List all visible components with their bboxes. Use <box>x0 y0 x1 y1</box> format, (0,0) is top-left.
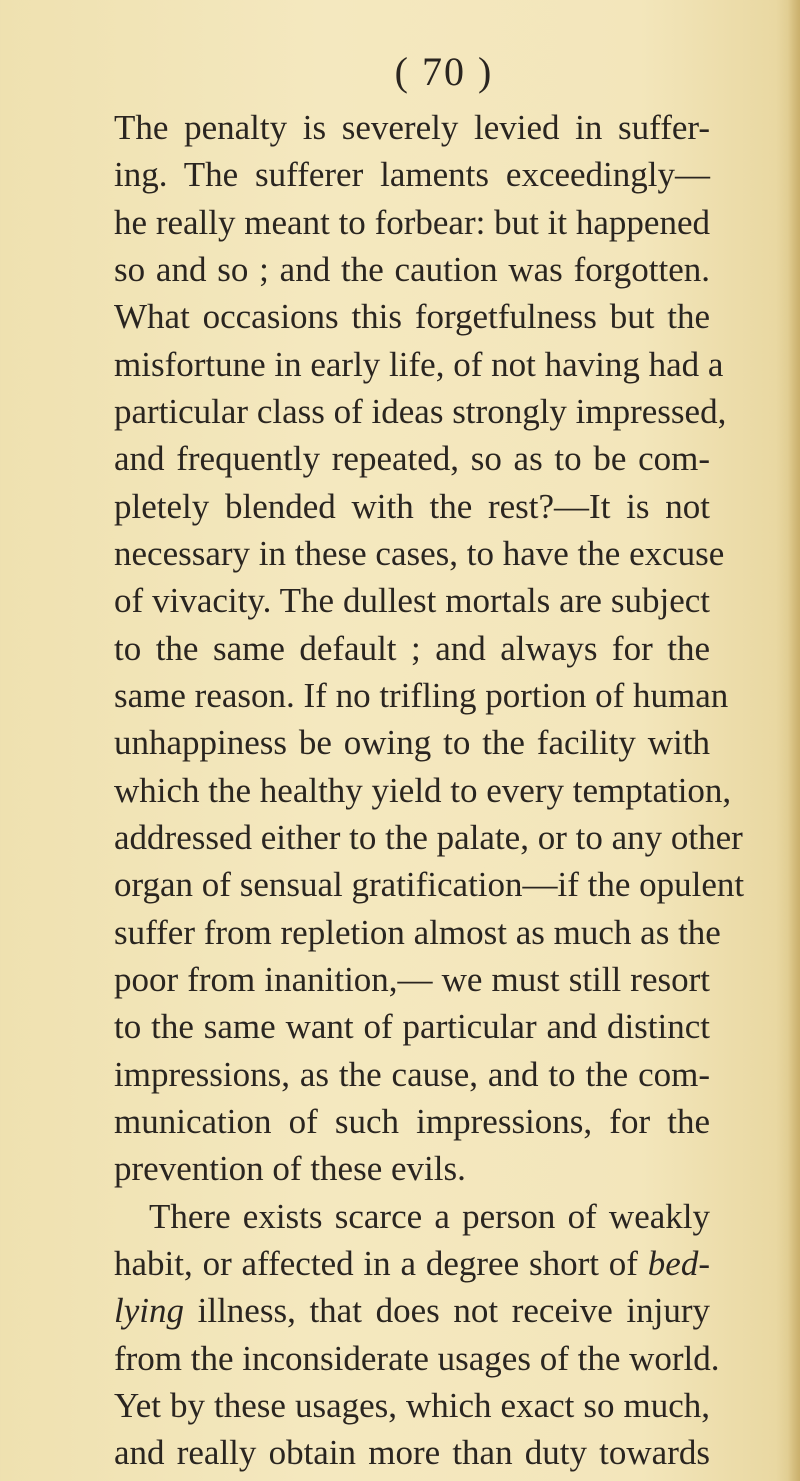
text-line: and frequently repeated, so as to be com- <box>114 439 710 479</box>
text-line: organ of sensual gratification—if the opulent <box>114 865 745 905</box>
text-line: impressions, as the cause, and to the com- <box>114 1054 710 1094</box>
text-fragment: habit, or affected in a degree short of <box>114 1243 648 1283</box>
text-line <box>114 1240 710 1287</box>
text-line: to the same default ; and always for the <box>114 628 710 668</box>
text-line: What occasions this forgetfulness but the <box>114 297 710 337</box>
text-line: The penalty is severely levied in suffer- <box>114 108 710 147</box>
text-line: so and so ; and the caution was forgotten. <box>114 249 710 289</box>
body-text <box>114 104 745 1477</box>
text-line: ing. The sufferer laments exceedingly— <box>114 155 710 195</box>
text-line: misfortune in early life, of not having had a <box>114 344 724 384</box>
page-number: ( 70 ) <box>394 49 494 94</box>
text-line: he really meant to forbear: but it happened <box>114 202 710 242</box>
text-fragment: illness, that does not receive injury <box>183 1291 710 1331</box>
text-line: to the same want of particular and distinct <box>114 1007 710 1047</box>
text-line: munication of such impressions, for the <box>114 1101 710 1141</box>
italic-fragment: bed- <box>647 1243 710 1283</box>
text-line: There exists scarce a person of weakly <box>149 1196 710 1236</box>
page-edge-shadow <box>788 0 800 1481</box>
text-line: necessary in these cases, to have the excuse <box>114 533 725 573</box>
text-line: same reason. If no trifling portion of human <box>114 675 729 715</box>
text-line: Yet by these usages, which exact so much, <box>114 1385 710 1425</box>
text-line: particular class of ideas strongly impressed, <box>114 391 727 431</box>
italic-fragment: lying <box>114 1291 184 1331</box>
text-line: prevention of these evils. <box>114 1149 466 1189</box>
text-line: unhappiness be owing to the facility with <box>114 723 710 763</box>
text-line: pletely blended with the rest?—It is not <box>114 486 710 526</box>
text-line: from the inconsiderate usages of the world. <box>114 1338 720 1378</box>
text-line: and really obtain more than duty towards <box>114 1433 710 1473</box>
text-line: of vivacity. The dullest mortals are subject <box>114 581 710 621</box>
text-line: which the healthy yield to every temptation, <box>114 770 732 810</box>
text-line: suffer from repletion almost as much as the <box>114 912 721 952</box>
text-line <box>114 1287 710 1334</box>
text-line: addressed either to the palate, or to any other <box>114 817 743 857</box>
text-line: poor from inanition,— we must still resort <box>114 959 710 999</box>
